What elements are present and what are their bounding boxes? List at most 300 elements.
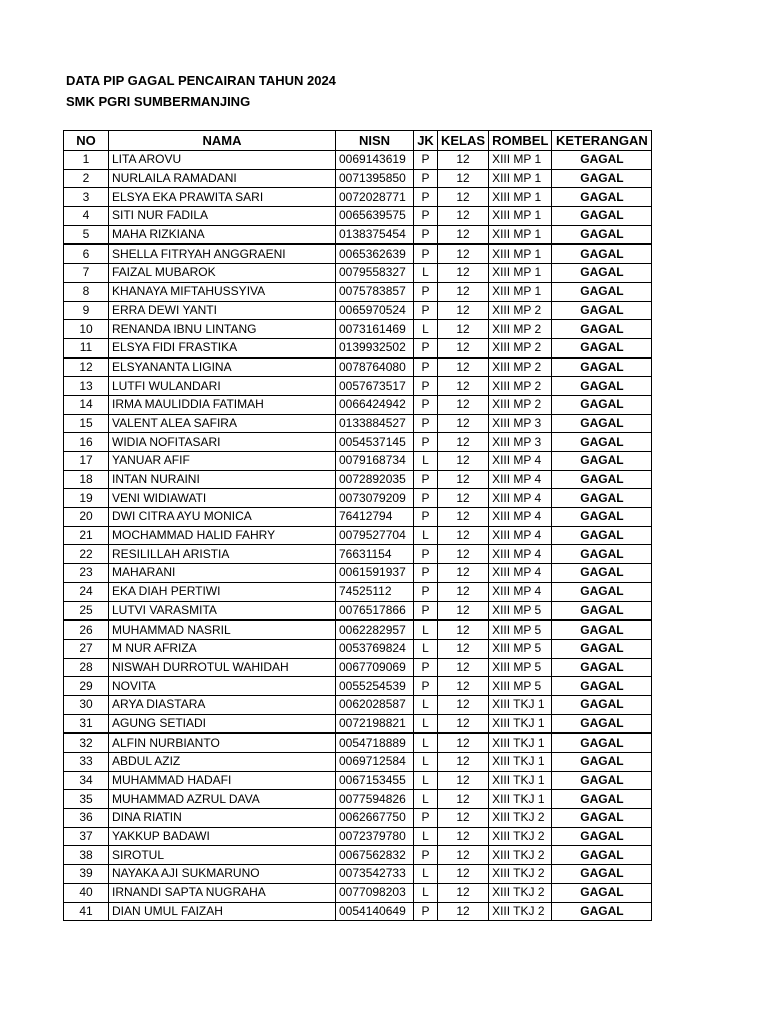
cell-jk: L [414,264,438,283]
cell-rombel: XIII MP 1 [489,207,552,226]
cell-no: 13 [64,377,109,396]
table-row [64,677,652,696]
cell-jk: P [414,169,438,188]
cell-keterangan: GAGAL [552,526,652,545]
table-row [64,301,652,320]
cell-no: 36 [64,809,109,828]
cell-nisn: 0073079209 [336,489,414,508]
cell-nama: LUTVI VARASMITA [109,601,336,620]
cell-kelas: 12 [438,225,489,244]
cell-no: 9 [64,301,109,320]
table-row [64,526,652,545]
cell-nama: DINA RIATIN [109,809,336,828]
cell-rombel: XIII MP 4 [489,452,552,471]
cell-keterangan: GAGAL [552,395,652,414]
cell-nama: MUHAMMAD AZRUL DAVA [109,790,336,809]
cell-keterangan: GAGAL [552,902,652,921]
cell-no: 16 [64,433,109,452]
cell-kelas: 12 [438,508,489,527]
cell-kelas: 12 [438,790,489,809]
cell-rombel: XIII TKJ 2 [489,846,552,865]
cell-keterangan: GAGAL [552,414,652,433]
cell-jk: L [414,771,438,790]
cell-nama: YANUAR AFIF [109,452,336,471]
cell-jk: P [414,545,438,564]
cell-rombel: XIII MP 5 [489,601,552,620]
cell-rombel: XIII MP 5 [489,620,552,639]
cell-nisn: 0076517866 [336,601,414,620]
table-row [64,452,652,471]
cell-nama: SHELLA FITRYAH ANGGRAENI [109,244,336,263]
cell-kelas: 12 [438,564,489,583]
cell-no: 38 [64,846,109,865]
cell-jk: P [414,244,438,263]
table-row [64,714,652,733]
cell-rombel: XIII TKJ 1 [489,695,552,714]
cell-no: 18 [64,470,109,489]
cell-jk: P [414,601,438,620]
cell-nama: AGUNG SETIADI [109,714,336,733]
cell-keterangan: GAGAL [552,545,652,564]
cell-nama: M NUR AFRIZA [109,639,336,658]
cell-jk: P [414,377,438,396]
cell-keterangan: GAGAL [552,244,652,263]
cell-rombel: XIII MP 1 [489,169,552,188]
cell-kelas: 12 [438,207,489,226]
cell-nama: FAIZAL MUBAROK [109,264,336,283]
cell-rombel: XIII MP 4 [489,508,552,527]
cell-kelas: 12 [438,338,489,357]
table-row [64,377,652,396]
cell-keterangan: GAGAL [552,377,652,396]
cell-jk: P [414,677,438,696]
table-row [64,470,652,489]
cell-nama: MUHAMMAD NASRIL [109,620,336,639]
table-row [64,620,652,639]
cell-keterangan: GAGAL [552,301,652,320]
cell-nisn: 0062667750 [336,809,414,828]
cell-nisn: 0072379780 [336,827,414,846]
table-row [64,508,652,527]
cell-no: 12 [64,358,109,377]
table-row [64,489,652,508]
cell-nama: VALENT ALEA SAFIRA [109,414,336,433]
table-row [64,883,652,902]
table-row [64,639,652,658]
cell-keterangan: GAGAL [552,358,652,377]
cell-rombel: XIII MP 4 [489,489,552,508]
cell-keterangan: GAGAL [552,790,652,809]
table-row [64,395,652,414]
cell-no: 25 [64,601,109,620]
cell-nama: ELSYANANTA LIGINA [109,358,336,377]
cell-keterangan: GAGAL [552,771,652,790]
cell-nama: NAYAKA AJI SUKMARUNO [109,865,336,884]
cell-keterangan: GAGAL [552,809,652,828]
cell-nama: LUTFI WULANDARI [109,377,336,396]
header-nama: NAMA [109,131,336,151]
cell-nama: MAHARANI [109,564,336,583]
cell-kelas: 12 [438,545,489,564]
cell-jk: P [414,207,438,226]
cell-rombel: XIII TKJ 2 [489,865,552,884]
cell-kelas: 12 [438,244,489,263]
cell-no: 21 [64,526,109,545]
cell-keterangan: GAGAL [552,601,652,620]
cell-nama: LITA AROVU [109,151,336,170]
cell-jk: P [414,151,438,170]
cell-rombel: XIII MP 2 [489,377,552,396]
cell-jk: L [414,753,438,772]
cell-nisn: 0053769824 [336,639,414,658]
cell-no: 35 [64,790,109,809]
cell-jk: L [414,620,438,639]
cell-nama: DWI CITRA AYU MONICA [109,508,336,527]
table-row [64,338,652,357]
cell-kelas: 12 [438,358,489,377]
cell-nama: DIAN UMUL FAIZAH [109,902,336,921]
cell-nisn: 0139932502 [336,338,414,357]
cell-kelas: 12 [438,883,489,902]
cell-nama: ELSYA EKA PRAWITA SARI [109,188,336,207]
cell-nama: WIDIA NOFITASARI [109,433,336,452]
cell-kelas: 12 [438,733,489,752]
cell-no: 6 [64,244,109,263]
cell-nama: NOVITA [109,677,336,696]
cell-nisn: 0055254539 [336,677,414,696]
table-row [64,827,652,846]
cell-nisn: 0067562832 [336,846,414,865]
cell-no: 11 [64,338,109,357]
cell-rombel: XIII TKJ 2 [489,809,552,828]
cell-rombel: XIII MP 5 [489,639,552,658]
cell-nisn: 0062028587 [336,695,414,714]
cell-no: 10 [64,320,109,339]
cell-kelas: 12 [438,264,489,283]
cell-jk: L [414,883,438,902]
cell-rombel: XIII MP 1 [489,244,552,263]
cell-jk: P [414,809,438,828]
cell-keterangan: GAGAL [552,508,652,527]
header-nisn: NISN [336,131,414,151]
cell-rombel: XIII MP 2 [489,301,552,320]
cell-jk: L [414,639,438,658]
cell-jk: L [414,714,438,733]
cell-jk: P [414,301,438,320]
cell-kelas: 12 [438,620,489,639]
cell-keterangan: GAGAL [552,489,652,508]
cell-rombel: XIII TKJ 2 [489,883,552,902]
table-row [64,695,652,714]
cell-jk: P [414,564,438,583]
table-row [64,414,652,433]
cell-keterangan: GAGAL [552,827,652,846]
cell-kelas: 12 [438,677,489,696]
cell-nama: YAKKUP BADAWI [109,827,336,846]
cell-kelas: 12 [438,695,489,714]
cell-nisn: 0133884527 [336,414,414,433]
cell-nisn: 0079168734 [336,452,414,471]
header-keterangan: KETERANGAN [552,131,652,151]
cell-kelas: 12 [438,714,489,733]
cell-rombel: XIII MP 1 [489,188,552,207]
cell-jk: P [414,508,438,527]
table-row [64,225,652,244]
cell-jk: P [414,358,438,377]
table-row [64,151,652,170]
cell-nisn: 0066424942 [336,395,414,414]
cell-nama: ARYA DIASTARA [109,695,336,714]
cell-jk: L [414,733,438,752]
table-row [64,601,652,620]
cell-nisn: 0054140649 [336,902,414,921]
cell-nama: SIROTUL [109,846,336,865]
cell-rombel: XIII MP 5 [489,658,552,677]
cell-no: 34 [64,771,109,790]
cell-nisn: 0079558327 [336,264,414,283]
data-table [63,130,652,921]
cell-keterangan: GAGAL [552,846,652,865]
cell-rombel: XIII MP 3 [489,414,552,433]
cell-nisn: 0069143619 [336,151,414,170]
cell-kelas: 12 [438,753,489,772]
table-row [64,545,652,564]
cell-nama: SITI NUR FADILA [109,207,336,226]
cell-nama: RESILILLAH ARISTIA [109,545,336,564]
cell-nama: NURLAILA RAMADANI [109,169,336,188]
header-jk: JK [414,131,438,151]
cell-keterangan: GAGAL [552,225,652,244]
cell-rombel: XIII MP 4 [489,545,552,564]
cell-nisn: 0054537145 [336,433,414,452]
table-row [64,188,652,207]
cell-nisn: 76631154 [336,545,414,564]
cell-nisn: 0138375454 [336,225,414,244]
cell-nisn: 0075783857 [336,282,414,301]
cell-rombel: XIII TKJ 1 [489,714,552,733]
cell-nama: KHANAYA MIFTAHUSSYIVA [109,282,336,301]
cell-jk: L [414,790,438,809]
cell-jk: L [414,320,438,339]
cell-kelas: 12 [438,865,489,884]
cell-no: 2 [64,169,109,188]
cell-rombel: XIII MP 2 [489,320,552,339]
cell-no: 14 [64,395,109,414]
cell-kelas: 12 [438,902,489,921]
table-row [64,902,652,921]
cell-nama: IRNANDI SAPTA NUGRAHA [109,883,336,902]
cell-keterangan: GAGAL [552,883,652,902]
table-row [64,244,652,263]
cell-kelas: 12 [438,658,489,677]
cell-nama: NISWAH DURROTUL WAHIDAH [109,658,336,677]
cell-nisn: 0065362639 [336,244,414,263]
cell-rombel: XIII TKJ 2 [489,827,552,846]
cell-kelas: 12 [438,188,489,207]
cell-jk: P [414,902,438,921]
cell-keterangan: GAGAL [552,188,652,207]
cell-no: 26 [64,620,109,639]
cell-no: 39 [64,865,109,884]
cell-kelas: 12 [438,151,489,170]
cell-keterangan: GAGAL [552,264,652,283]
cell-jk: P [414,433,438,452]
cell-no: 17 [64,452,109,471]
cell-nisn: 0057673517 [336,377,414,396]
cell-rombel: XIII MP 3 [489,433,552,452]
cell-no: 3 [64,188,109,207]
cell-keterangan: GAGAL [552,677,652,696]
cell-nama: ELSYA FIDI FRASTIKA [109,338,336,357]
cell-kelas: 12 [438,320,489,339]
cell-nisn: 0069712584 [336,753,414,772]
cell-kelas: 12 [438,846,489,865]
cell-keterangan: GAGAL [552,639,652,658]
cell-kelas: 12 [438,601,489,620]
cell-keterangan: GAGAL [552,452,652,471]
cell-keterangan: GAGAL [552,658,652,677]
cell-no: 20 [64,508,109,527]
cell-rombel: XIII MP 5 [489,677,552,696]
cell-no: 19 [64,489,109,508]
table-row [64,433,652,452]
cell-keterangan: GAGAL [552,470,652,489]
cell-keterangan: GAGAL [552,282,652,301]
cell-nama: ERRA DEWI YANTI [109,301,336,320]
cell-rombel: XIII TKJ 1 [489,790,552,809]
cell-keterangan: GAGAL [552,695,652,714]
cell-keterangan: GAGAL [552,338,652,357]
table-row [64,865,652,884]
cell-jk: P [414,282,438,301]
cell-no: 5 [64,225,109,244]
cell-no: 27 [64,639,109,658]
cell-rombel: XIII MP 1 [489,225,552,244]
cell-kelas: 12 [438,582,489,601]
cell-nisn: 0077594826 [336,790,414,809]
cell-nisn: 0065639575 [336,207,414,226]
cell-nama: MOCHAMMAD HALID FAHRY [109,526,336,545]
cell-keterangan: GAGAL [552,169,652,188]
cell-nisn: 0077098203 [336,883,414,902]
cell-nama: MUHAMMAD HADAFI [109,771,336,790]
cell-nisn: 0079527704 [336,526,414,545]
cell-no: 4 [64,207,109,226]
cell-rombel: XIII MP 4 [489,582,552,601]
cell-kelas: 12 [438,301,489,320]
cell-keterangan: GAGAL [552,714,652,733]
table-row [64,282,652,301]
cell-no: 7 [64,264,109,283]
table-row [64,564,652,583]
cell-no: 29 [64,677,109,696]
cell-kelas: 12 [438,414,489,433]
table-row [64,771,652,790]
cell-no: 23 [64,564,109,583]
cell-nisn: 0067709069 [336,658,414,677]
cell-nisn: 74525112 [336,582,414,601]
cell-no: 22 [64,545,109,564]
cell-nisn: 0071395850 [336,169,414,188]
cell-rombel: XIII TKJ 2 [489,902,552,921]
cell-kelas: 12 [438,433,489,452]
cell-jk: L [414,865,438,884]
document-title: DATA PIP GAGAL PENCAIRAN TAHUN 2024 [66,73,336,88]
table-row [64,169,652,188]
table-row [64,582,652,601]
table-row [64,264,652,283]
cell-kelas: 12 [438,282,489,301]
cell-nama: ALFIN NURBIANTO [109,733,336,752]
cell-keterangan: GAGAL [552,433,652,452]
cell-jk: P [414,658,438,677]
cell-kelas: 12 [438,827,489,846]
cell-jk: P [414,225,438,244]
cell-nisn: 76412794 [336,508,414,527]
cell-kelas: 12 [438,452,489,471]
cell-nisn: 0061591937 [336,564,414,583]
cell-no: 28 [64,658,109,677]
cell-keterangan: GAGAL [552,733,652,752]
cell-jk: L [414,452,438,471]
cell-rombel: XIII MP 1 [489,151,552,170]
cell-rombel: XIII MP 4 [489,470,552,489]
cell-keterangan: GAGAL [552,564,652,583]
header-kelas: KELAS [438,131,489,151]
cell-nisn: 0073161469 [336,320,414,339]
table-row [64,790,652,809]
cell-rombel: XIII TKJ 1 [489,753,552,772]
cell-nisn: 0072892035 [336,470,414,489]
cell-jk: L [414,526,438,545]
table-row [64,753,652,772]
cell-jk: P [414,489,438,508]
cell-no: 37 [64,827,109,846]
cell-keterangan: GAGAL [552,582,652,601]
cell-keterangan: GAGAL [552,151,652,170]
cell-rombel: XIII MP 4 [489,564,552,583]
cell-no: 30 [64,695,109,714]
cell-nisn: 0062282957 [336,620,414,639]
table-row [64,320,652,339]
cell-kelas: 12 [438,771,489,790]
cell-no: 40 [64,883,109,902]
cell-rombel: XIII MP 2 [489,395,552,414]
cell-nisn: 0067153455 [336,771,414,790]
cell-kelas: 12 [438,526,489,545]
cell-keterangan: GAGAL [552,320,652,339]
cell-nama: ABDUL AZIZ [109,753,336,772]
cell-rombel: XIII TKJ 1 [489,733,552,752]
cell-nisn: 0078764080 [336,358,414,377]
cell-jk: P [414,395,438,414]
cell-rombel: XIII MP 1 [489,264,552,283]
table-row [64,846,652,865]
table-row [64,733,652,752]
cell-nisn: 0065970524 [336,301,414,320]
cell-jk: P [414,188,438,207]
cell-no: 24 [64,582,109,601]
cell-keterangan: GAGAL [552,865,652,884]
cell-jk: P [414,338,438,357]
cell-kelas: 12 [438,489,489,508]
cell-kelas: 12 [438,169,489,188]
school-name: SMK PGRI SUMBERMANJING [66,94,251,109]
cell-jk: P [414,582,438,601]
cell-nama: EKA DIAH PERTIWI [109,582,336,601]
table-row [64,207,652,226]
cell-no: 41 [64,902,109,921]
